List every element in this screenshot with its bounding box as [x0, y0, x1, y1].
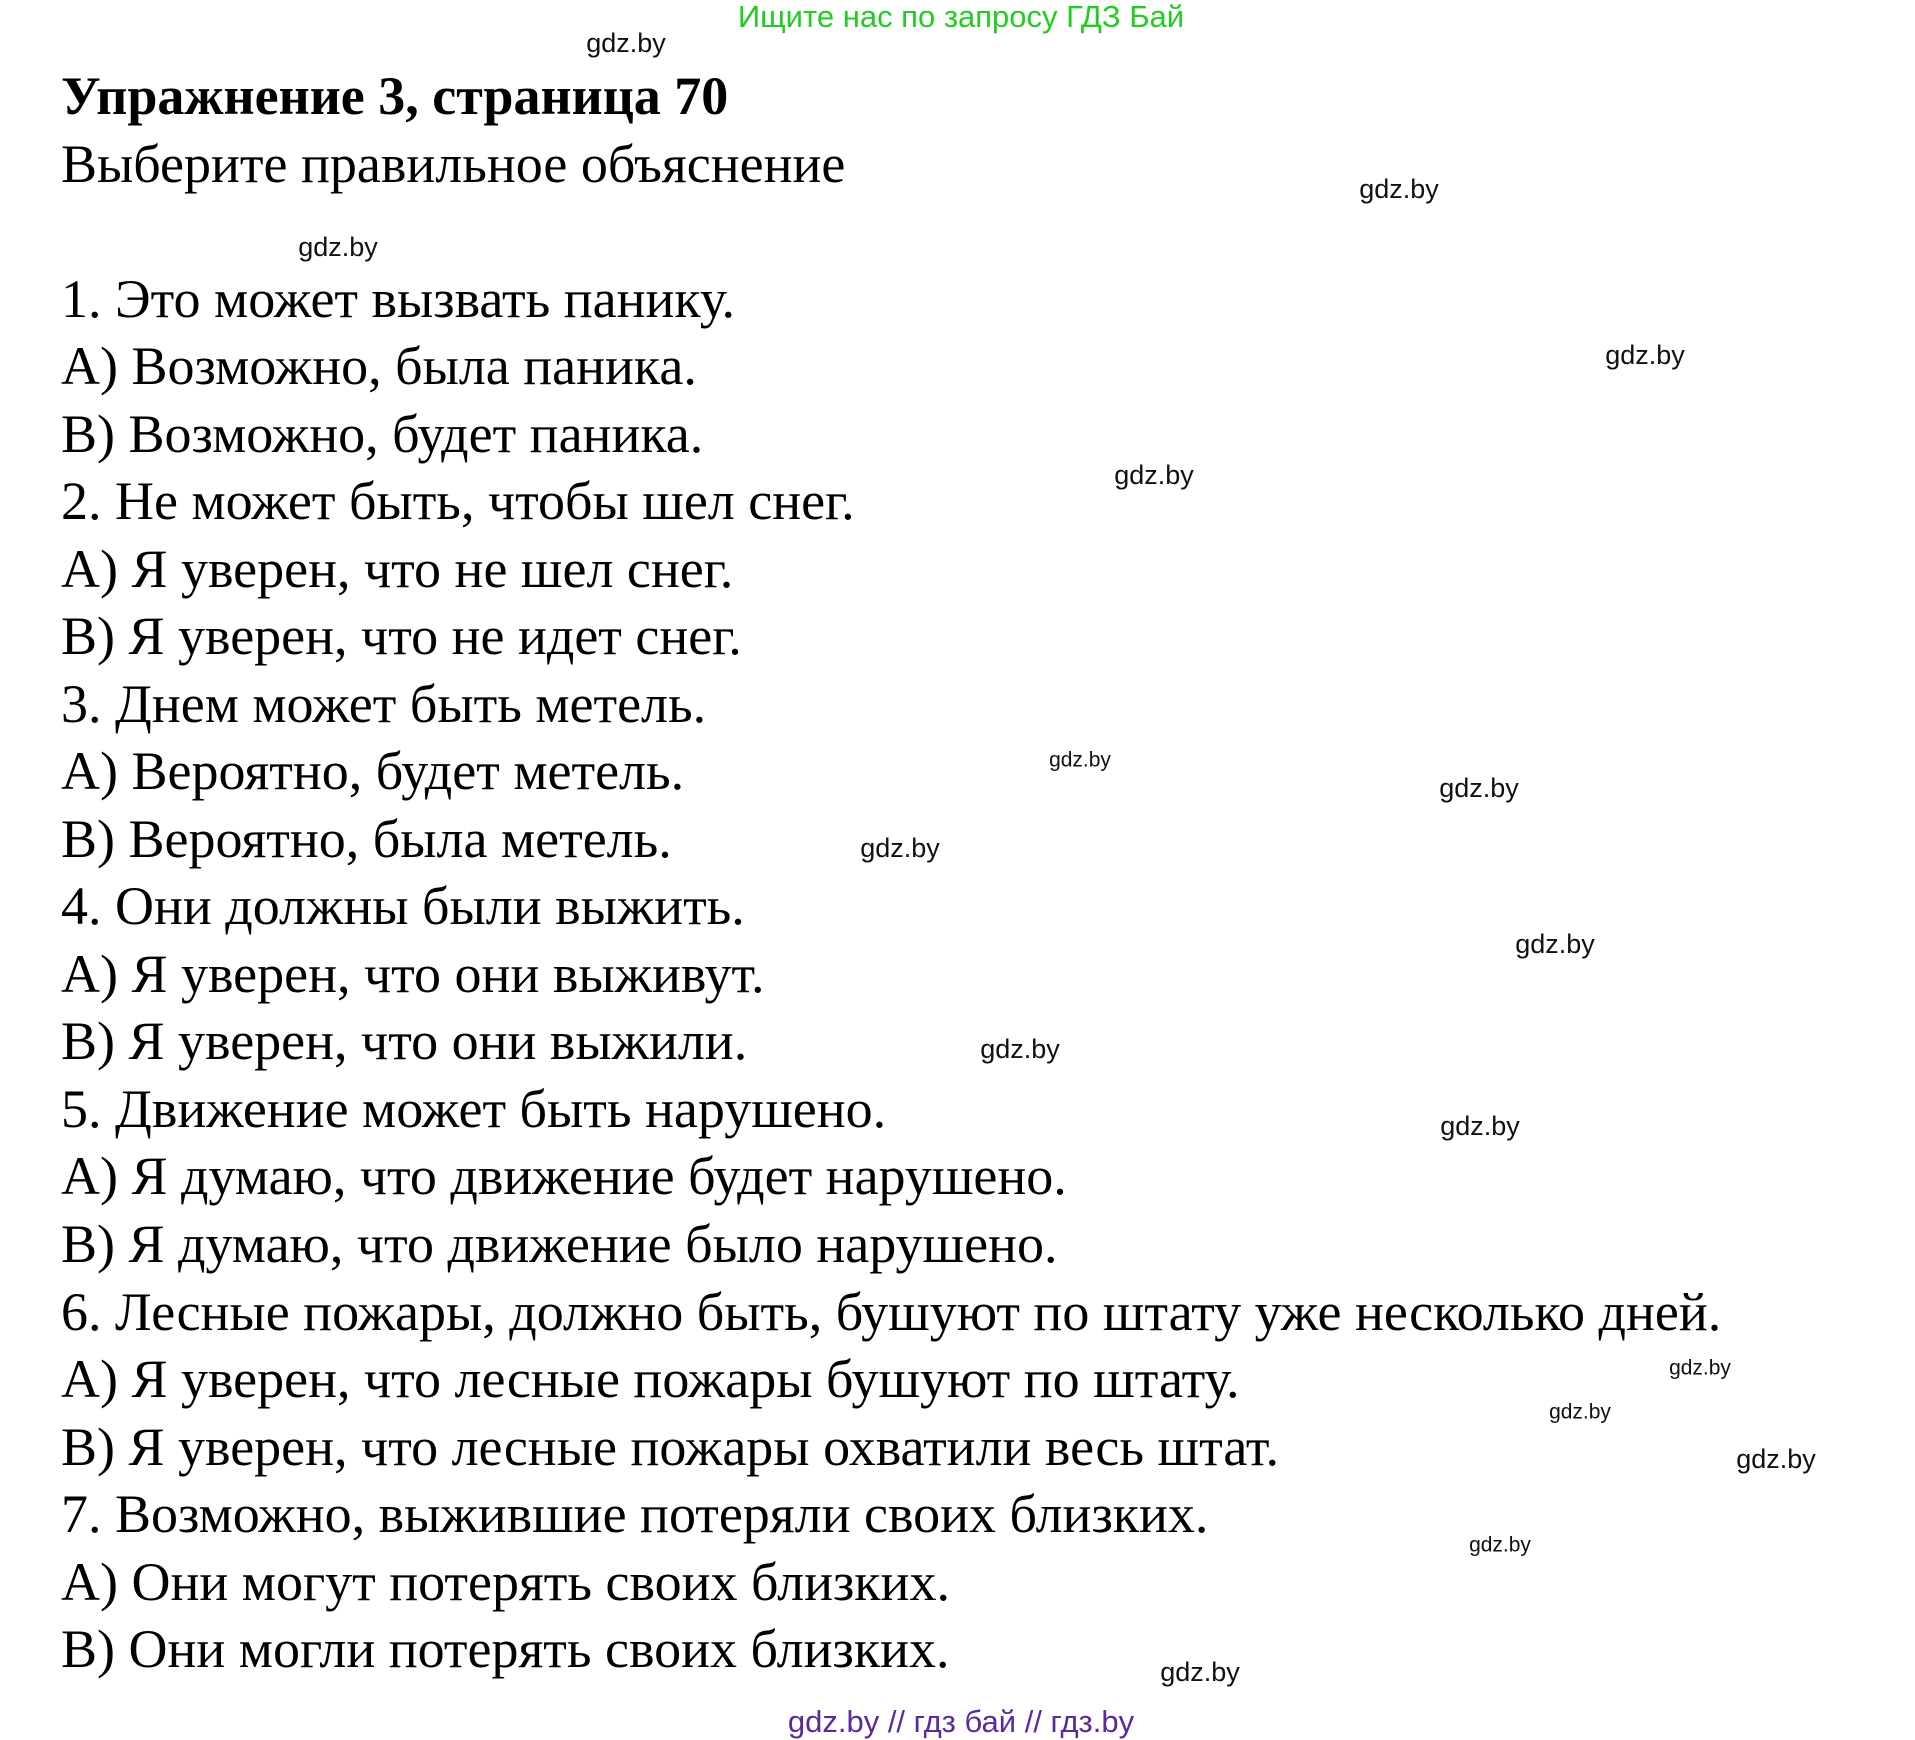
question-line: 5. Движение может быть нарушено. — [61, 1079, 887, 1139]
watermark: gdz.by — [1605, 340, 1685, 371]
question-line: 2. Не может быть, чтобы шел снег. — [61, 471, 855, 531]
question-line: 1. Это может вызвать панику. — [61, 269, 735, 329]
watermark: gdz.by — [1440, 1111, 1520, 1142]
question-line: 7. Возможно, выжившие потеряли своих близких. — [61, 1484, 1209, 1544]
answer-line: B) Вероятно, была метель. — [61, 809, 672, 869]
watermark: gdz.by — [1736, 1444, 1816, 1475]
instruction: Выберите правильное объяснение — [61, 134, 846, 194]
watermark: gdz.by — [1160, 1657, 1240, 1688]
answer-line: A) Возможно, была паника. — [61, 336, 697, 396]
page-title: Упражнение 3, страница 70 — [61, 66, 729, 126]
watermark: gdz.by — [298, 232, 378, 263]
watermark: gdz.by — [1469, 1533, 1531, 1557]
watermark: gdz.by — [1439, 773, 1519, 804]
watermark: gdz.by — [860, 833, 940, 864]
answer-line: A) Я уверен, что лесные пожары бушуют по штату. — [61, 1349, 1240, 1409]
search-banner: Ищите нас по запросу ГДЗ Бай — [737, 0, 1185, 34]
answer-line: A) Они могут потерять своих близких. — [61, 1552, 950, 1612]
footer-links: gdz.by // гдз бай // гдз.by — [787, 1703, 1135, 1739]
watermark: gdz.by — [1114, 460, 1194, 491]
question-line: 4. Они должны были выжить. — [61, 876, 745, 936]
answer-line: A) Я уверен, что они выживут. — [61, 944, 765, 1004]
watermark: gdz.by — [1669, 1356, 1731, 1380]
answer-line: B) Я уверен, что не идет снег. — [61, 606, 742, 666]
answer-line: A) Я думаю, что движение будет нарушено. — [61, 1146, 1067, 1206]
answer-line: B) Я уверен, что лесные пожары охватили весь штат. — [61, 1417, 1279, 1477]
watermark: gdz.by — [1515, 929, 1595, 960]
question-line: 3. Днем может быть метель. — [61, 674, 707, 734]
answer-line: B) Они могли потерять своих близких. — [61, 1619, 950, 1679]
watermark: gdz.by — [980, 1034, 1060, 1065]
answer-line: B) Возможно, будет паника. — [61, 404, 704, 464]
answer-line: A) Вероятно, будет метель. — [61, 741, 685, 801]
watermark: gdz.by — [1049, 748, 1111, 772]
question-line: 6. Лесные пожары, должно быть, бушуют по штату уже несколько дней. — [61, 1282, 1722, 1342]
watermark: gdz.by — [1549, 1400, 1611, 1424]
watermark: gdz.by — [1359, 174, 1439, 205]
answer-line: A) Я уверен, что не шел снег. — [61, 539, 734, 599]
answer-line: B) Я уверен, что они выжили. — [61, 1011, 748, 1071]
watermark: gdz.by — [586, 28, 666, 59]
answer-line: B) Я думаю, что движение было нарушено. — [61, 1214, 1058, 1274]
